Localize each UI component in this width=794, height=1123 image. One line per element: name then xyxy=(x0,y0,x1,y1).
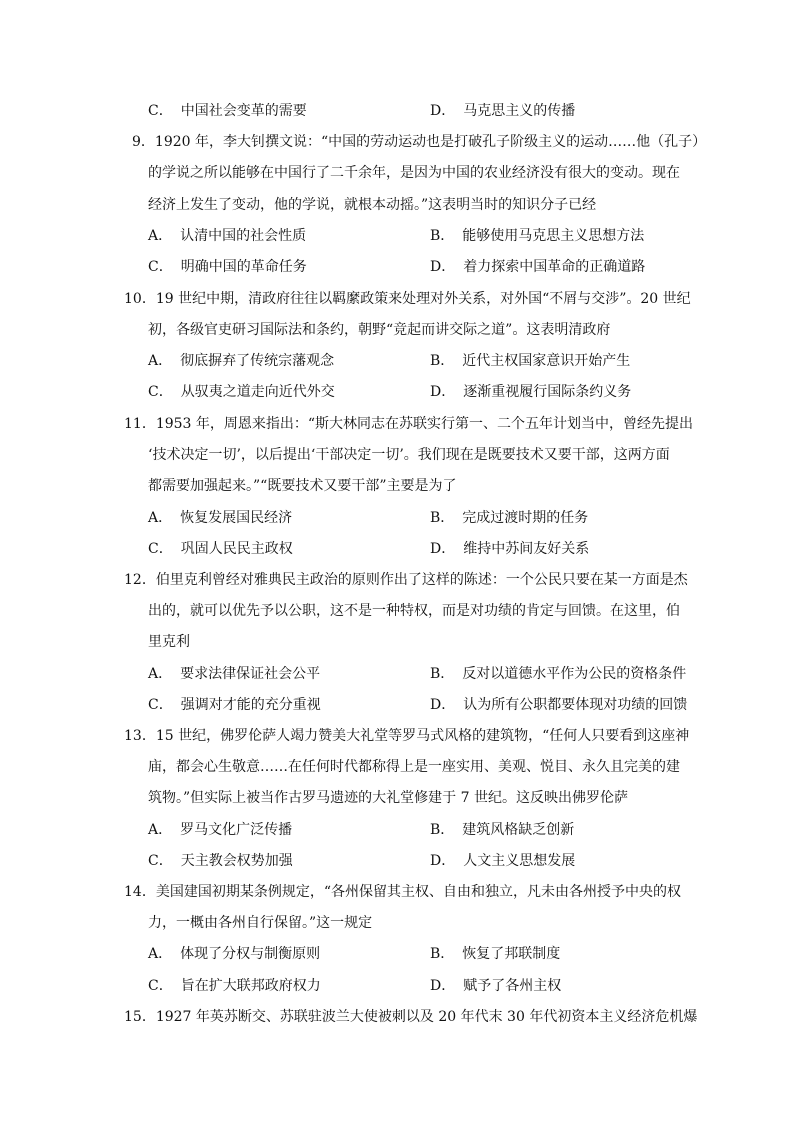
q9-option-c: C． 明确中国的革命任务 xyxy=(148,259,307,275)
q15-stem-line-1: 15．1927 年英苏断交、苏联驻波兰大使被刺以及 20 年代末 30 年代初资本主义经济危机爆 xyxy=(124,1009,698,1025)
q11-option-b: B． 完成过渡时期的任务 xyxy=(430,510,589,526)
q8-option-c: C． 中国社会变革的需要 xyxy=(148,103,307,119)
q14-option-d: D． 赋予了各州主权 xyxy=(430,978,562,994)
q12-stem-line-2: 出的，就可以优先予以公职，这不是一种特权，而是对功绩的肯定与回馈。在这里，伯 xyxy=(148,603,680,619)
q13-option-b: B． 建筑风格缺乏创新 xyxy=(430,822,575,838)
q11-stem-line-1: 11．1953 年，周恩来指出：“斯大林同志在苏联实行第一、二个五年计划当中，曾经先提出 xyxy=(124,416,694,432)
q10-stem-line-1: 10．19 世纪中期，清政府往往以羁縻政策来处理对外关系，对外国“不屑与交涉”。20 世纪 xyxy=(124,291,691,307)
q10-option-c: C． 从驭夷之道走向近代外交 xyxy=(148,384,335,400)
q9-option-d: D． 着力探索中国革命的正确道路 xyxy=(430,259,646,275)
q13-option-c: C． 天主教会权势加强 xyxy=(148,853,293,869)
q12-option-c: C． 强调对才能的充分重视 xyxy=(148,697,321,713)
q10-option-d: D． 逐渐重视履行国际条约义务 xyxy=(430,384,632,400)
q11-stem-line-3: 都需要加强起来。”“既要技术又要干部”主要是为了 xyxy=(148,478,457,494)
q13-stem-line-3: 筑物。”但实际上被当作古罗马遗迹的大礼堂修建于 7 世纪。这反映出佛罗伦萨 xyxy=(148,790,628,806)
q11-option-d: D． 维持中苏间友好关系 xyxy=(430,541,590,557)
q14-stem-line-2: 力，一概由各州自行保留。”这一规定 xyxy=(148,915,373,931)
q12-option-a: A． 要求法律保证社会公平 xyxy=(148,666,321,682)
q11-stem-line-2: ‘技术决定一切’，以后提出‘干部决定一切’。我们现在是既要技术又要干部，这两方面 xyxy=(148,447,670,463)
q11-option-a: A． 恢复发展国民经济 xyxy=(148,510,293,526)
q8-option-d: D． 马克思主义的传播 xyxy=(430,103,576,119)
q13-option-a: A． 罗马文化广泛传播 xyxy=(148,822,293,838)
q9-stem-line-3: 经济上发生了变动，他的学说，就根本动摇。”这表明当时的知识分子已经 xyxy=(148,197,597,213)
q12-option-b: B． 反对以道德水平作为公民的资格条件 xyxy=(430,666,687,682)
q14-option-a: A． 体现了分权与制衡原则 xyxy=(148,946,321,962)
q10-option-b: B． 近代主权国家意识开始产生 xyxy=(430,353,631,369)
q12-stem-line-1: 12．伯里克利曾经对雅典民主政治的原则作出了这样的陈述：一个公民只要在某一方面是杰 xyxy=(124,572,688,588)
q14-stem-line-1: 14．美国建国初期某条例规定，“各州保留其主权、自由和独立，凡未由各州授予中央的权 xyxy=(124,884,681,900)
q10-stem-line-2: 初，各级官吏研习国际法和条约，朝野“竞起而讲交际之道”。这表明清政府 xyxy=(148,322,611,338)
q9-option-b: B． 能够使用马克思主义思想方法 xyxy=(430,228,645,244)
q14-option-b: B． 恢复了邦联制度 xyxy=(430,946,561,962)
q11-option-c: C． 巩固人民民主政权 xyxy=(148,541,293,557)
q10-option-a: A． 彻底摒弃了传统宗藩观念 xyxy=(148,353,335,369)
q14-option-c: C． 旨在扩大联邦政府权力 xyxy=(148,978,321,994)
q13-option-d: D． 人文主义思想发展 xyxy=(430,853,576,869)
q13-stem-line-2: 庙，都会心生敬意……在任何时代都称得上是一座实用、美观、悦目、永久且完美的建 xyxy=(148,759,680,775)
q12-option-d: D． 认为所有公职都要体现对功绩的回馈 xyxy=(430,697,688,713)
q9-option-a: A． 认清中国的社会性质 xyxy=(148,228,307,244)
q9-stem-line-2: 的学说之所以能够在中国行了二千余年，是因为中国的农业经济没有很大的变动。现在 xyxy=(148,165,680,181)
q9-stem-line-1: 9．1920 年，李大钊撰文说：“中国的劳动运动也是打破孔子阶级主义的运动……他（孔子） xyxy=(132,134,707,150)
q13-stem-line-1: 13．15 世纪，佛罗伦萨人竭力赞美大礼堂等罗马式风格的建筑物，“任何人只要看到这座神 xyxy=(124,728,690,744)
q12-stem-line-3: 里克利 xyxy=(148,634,190,650)
